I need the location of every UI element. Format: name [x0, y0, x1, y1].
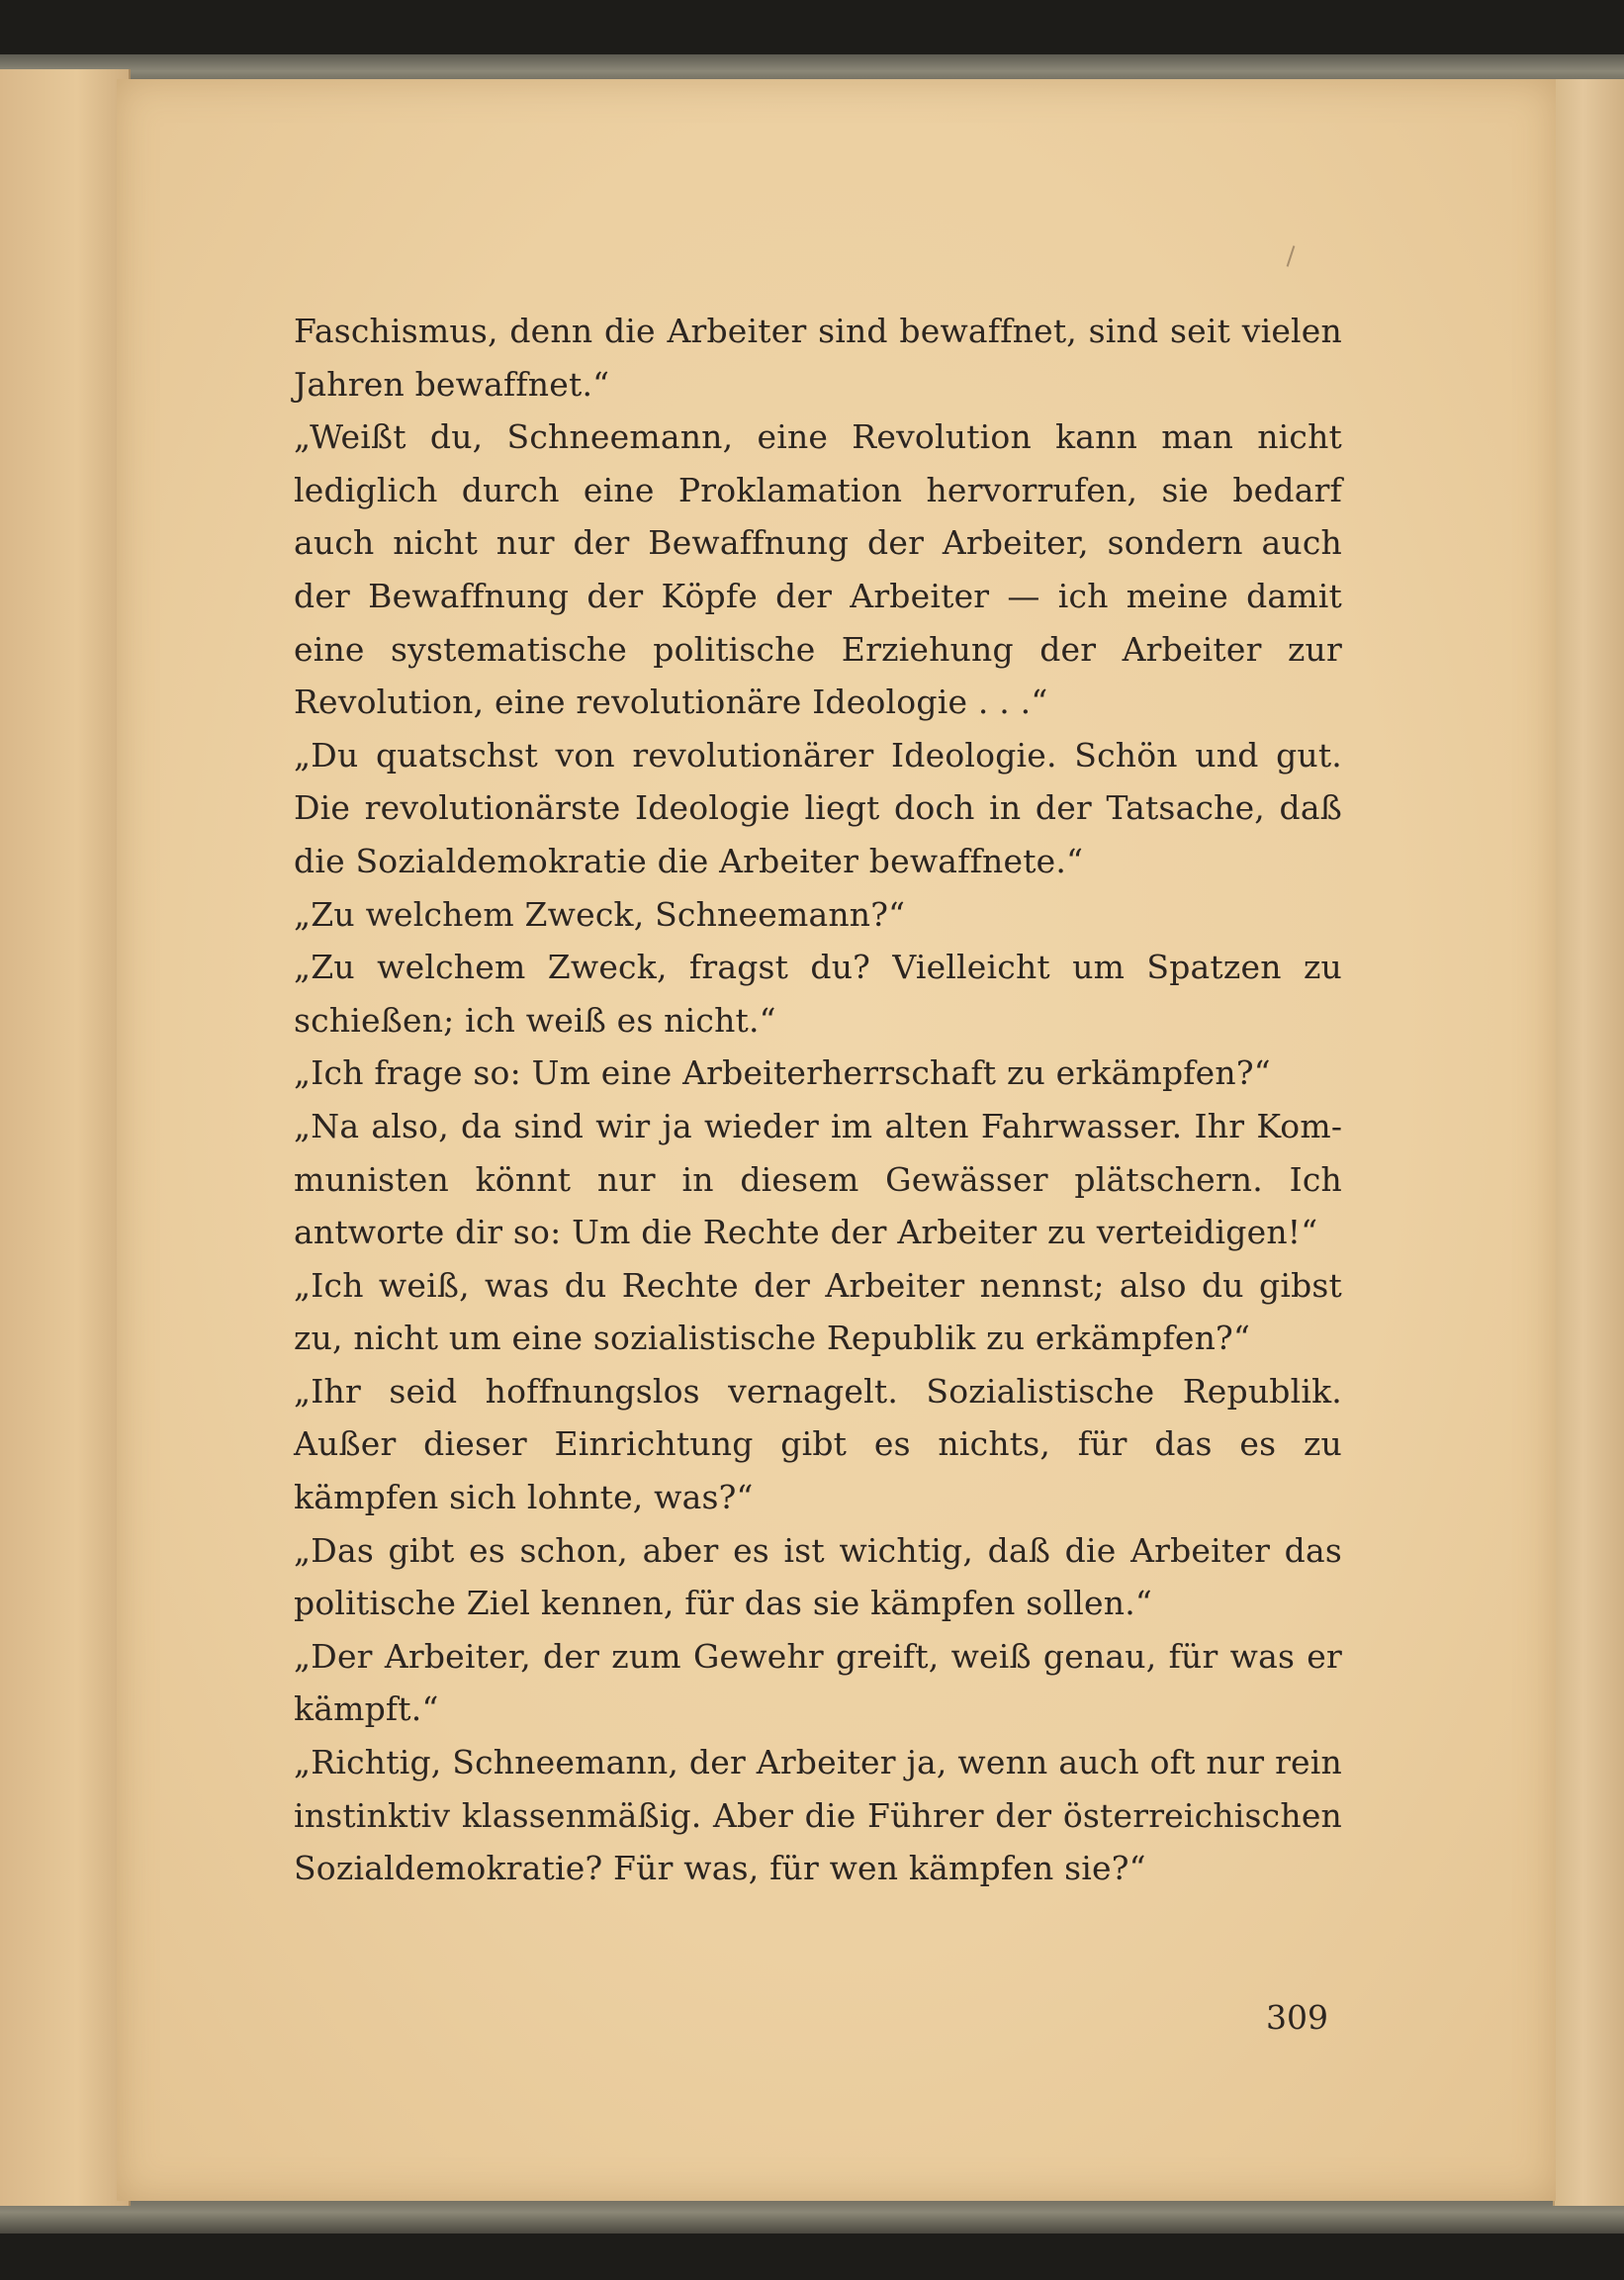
paragraph-10: „Das gibt es schon, aber es ist wichtig, daß die Arbeiter das politische Ziel kennen, für das sie kämpfen sollen.“ — [294, 1530, 1342, 1623]
paragraph-8: „Ich weiß, was du Rechte der Arbeiter nennst; also du gibst zu, nicht um eine sozialistische Republik zu erkämpfen?“ — [294, 1265, 1342, 1358]
paragraph-4: „Zu welchem Zweck, Schneemann?“ — [294, 894, 906, 934]
page-number: 309 — [1266, 1998, 1328, 2037]
paragraph-7: „Na also, da sind wir ja wieder im alten Fahrwasser. Ihr Kommunisten könnt nur in diesem Gewässer plätschern. Ich antworte dir so: Um die Rechte der Arbeiter zu verteidigen!“ — [294, 1106, 1342, 1252]
paragraph-6: „Ich frage so: Um eine Arbeiterherrschaft zu erkämpfen?“ — [294, 1053, 1271, 1093]
paragraph-9: „Ihr seid hoffnungslos vernagelt. Sozialistische Republik. Außer dieser Einrichtung gibt es nichts, für das es zu kämpfen sich lohnte, was?“ — [294, 1371, 1342, 1517]
paragraph-11: „Der Arbeiter, der zum Gewehr greift, weiß genau, für was er kämpft.“ — [294, 1636, 1342, 1729]
page-body-text — [294, 305, 1342, 1895]
paragraph-12: „Richtig, Schneemann, der Arbeiter ja, wenn auch oft nur rein instinktiv klassenmäßig. Aber die Führer der österreichischen Sozialdemokratie? Für was, für wen kämpfen sie?“ — [294, 1743, 1342, 1888]
page-stack-edge — [1553, 79, 1624, 2206]
paragraph-5: „Zu welchem Zweck, fragst du? Vielleicht um Spatzen zu schießen; ich weiß es nicht.“ — [294, 948, 1342, 1040]
book-cover-top-edge — [0, 54, 1624, 82]
book-cover-bottom-edge — [0, 2198, 1624, 2234]
paragraph-2: „Weißt du, Schneemann, eine Revolution kann man nicht lediglich durch eine Proklamation hervorrufen, sie bedarf auch nicht nur der Bewaffnung der Arbeiter, sondern auch der Bewaffnung der Köpfe der Arbeiter — ich meine damit eine systematische politische Erziehung der Arbeiter zur Revolution, eine revolutionäre Ideologie . . .“ — [294, 417, 1342, 722]
paragraph-1: Faschismus, denn die Arbeiter sind bewaffnet, sind seit vielen Jahren bewaffnet.“ — [294, 312, 1342, 404]
paragraph-3: „Du quatschst von revolutionärer Ideologie. Schön und gut. Die revolutionärste Ideologie liegt doch in der Tatsache, daß die Sozialdemokratie die Arbeiter bewaffnete.“ — [294, 735, 1342, 880]
facing-page-edge — [0, 69, 131, 2206]
